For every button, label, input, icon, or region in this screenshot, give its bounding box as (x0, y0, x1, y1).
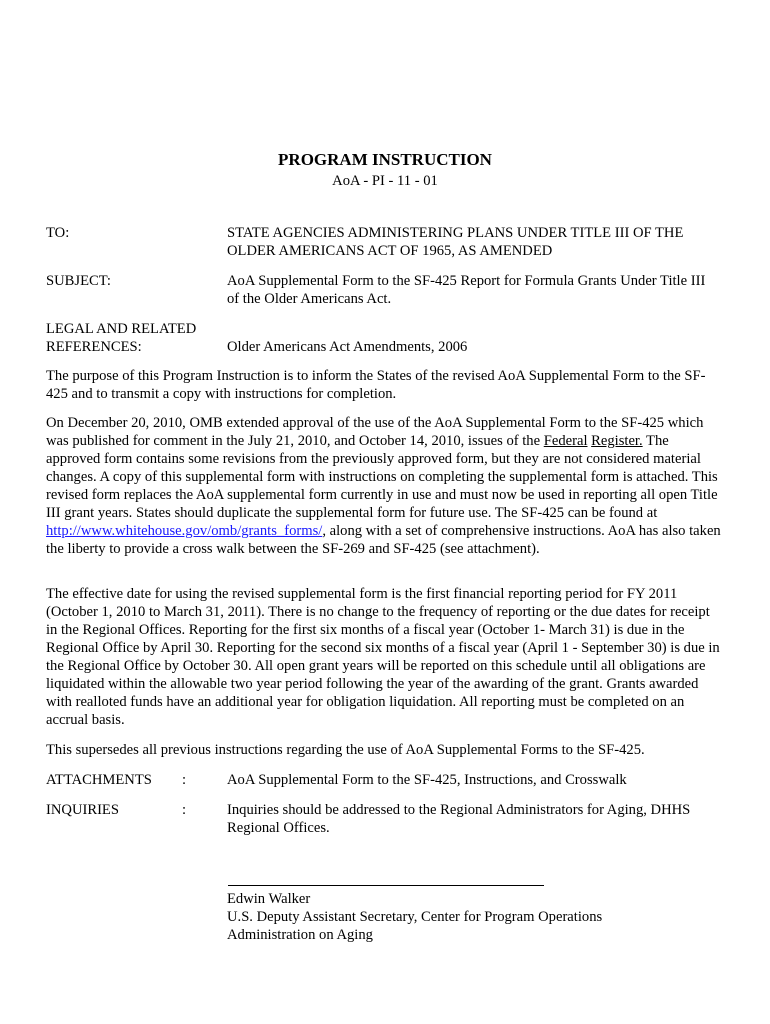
to-value (227, 224, 737, 260)
omb-text-2: The approved form contains some revisions from the previously approved form, but they are not considered material changes. A copy of this supplemental form with instructions on completing the supplemental form is attached. This revised form replaces the AoA supplemental form currently in use and must now be used in reporting all open Title III grant years. States should duplicate the supplemental form for future use. The SF-425 can be found at (46, 433, 718, 521)
inquiries-line-2: Regional Offices. (227, 820, 330, 836)
supersedes-paragraph: This supersedes all previous instructions regarding the use of AoA Supplemental Forms to the SF-425. (46, 742, 645, 758)
inquiries-line-1: Inquiries should be addressed to the Regional Administrators for Aging, DHHS (227, 802, 691, 818)
references-label (46, 320, 226, 356)
omb-text-3: , along with a set of comprehensive instructions. AoA has also taken the liberty to provide a cross walk between the SF-269 and SF-425 (see attachment). (46, 523, 721, 557)
grants-forms-link[interactable]: http://www.whitehouse.gov/omb/grants_forms/ (46, 523, 323, 539)
document-title: PROGRAM INSTRUCTION (278, 150, 492, 169)
document-number: AoA - PI - 11 - 01 (332, 173, 438, 189)
references-value: Older Americans Act Amendments, 2006 (227, 339, 468, 355)
signer-title: U.S. Deputy Assistant Secretary, Center for Program Operations (227, 909, 603, 925)
omb-paragraph (46, 414, 722, 558)
register-text: Register. (591, 433, 643, 449)
federal-text: Federal (543, 433, 588, 449)
signature-line (228, 885, 544, 886)
references-label-line-2: REFERENCES: (46, 339, 142, 355)
subject-value (227, 272, 737, 308)
to-line-2: OLDER AMERICANS ACT OF 1965, AS AMENDED (227, 243, 553, 259)
subject-line-2: of the Older Americans Act. (227, 291, 392, 307)
signer-organization: Administration on Aging (227, 927, 373, 943)
references-label-line-1: LEGAL AND RELATED (46, 321, 197, 337)
omb-text-1: On December 20, 2010, OMB extended approval of the use of the AoA Supplemental Form to the SF-425 which was published for comment in the July 21, 2010, and October 14, 2010, issues of the (46, 415, 704, 449)
signature-block (227, 890, 727, 944)
attachments-colon: : (182, 772, 187, 788)
inquiries-colon: : (182, 802, 187, 818)
subject-label: SUBJECT: (46, 273, 111, 289)
effective-date-paragraph: The effective date for using the revised supplemental form is the first financial reporting period for FY 2011 (October 1, 2010 to March 31, 2011). There is no change to the frequency of reporting or the due dates for receipt in the Regional Offices. Reporting for the first six months of a fiscal year (October 1- March 31) is due in the Regional Office by April 30. Reporting for the second six months of a fiscal year (April 1 - September 30) is due in the Regional Office by October 30. All open grant years will be reported on this schedule until all obligations are liquidated within the allowable two year period following the year of the awarding of the grant. Grants awarded with realloted funds have an additional year for obligation liquidation. All reporting must be completed on an accrual basis. (46, 586, 720, 728)
attachments-label: ATTACHMENTS (46, 772, 152, 788)
inquiries-value (227, 801, 737, 837)
to-label: TO: (46, 225, 70, 241)
signer-name: Edwin Walker (227, 891, 311, 907)
attachments-value: AoA Supplemental Form to the SF-425, Instructions, and Crosswalk (227, 772, 627, 788)
purpose-paragraph: The purpose of this Program Instruction is to inform the States of the revised AoA Supplemental Form to the SF-425 and to transmit a copy with instructions for completion. (46, 368, 706, 402)
to-line-1: STATE AGENCIES ADMINISTERING PLANS UNDER TITLE III OF THE (227, 225, 684, 241)
subject-line-1: AoA Supplemental Form to the SF-425 Report for Formula Grants Under Title III (227, 273, 706, 289)
inquiries-label: INQUIRIES (46, 802, 119, 818)
